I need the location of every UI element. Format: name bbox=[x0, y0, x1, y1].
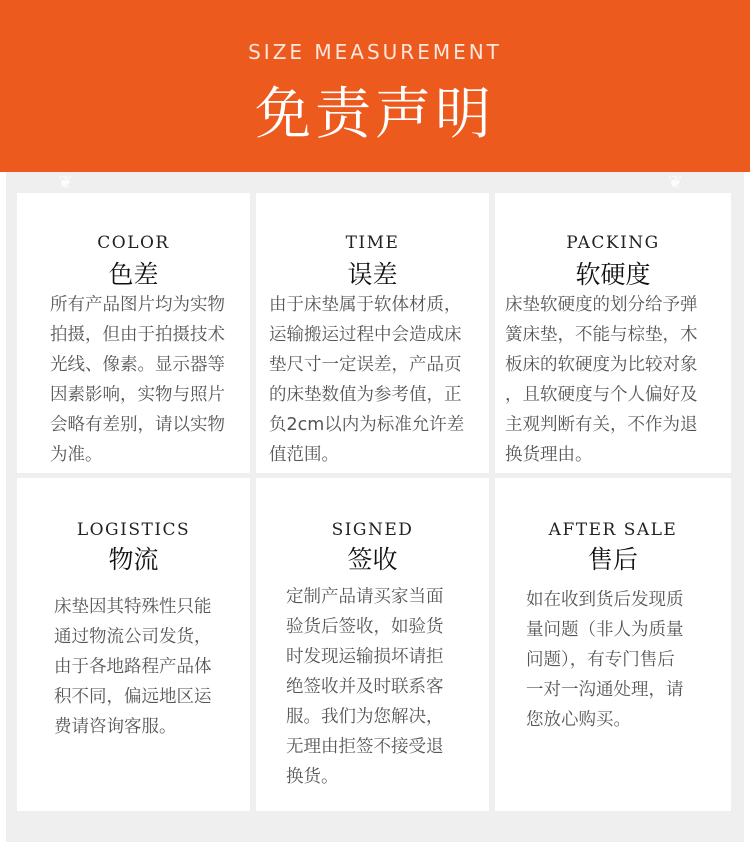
card-body: 床垫软硬度的划分给予弹 簧床垫，不能与棕垫，木 板床的软硬度为比较对象 ，且软硬度与个人偏好及 主观判断有关，不作为退 换货理由。 bbox=[505, 295, 698, 465]
header-subtitle: SIZE MEASUREMENT bbox=[248, 40, 502, 64]
ornament-icon: ❦ bbox=[58, 172, 74, 193]
card-title-en: LOGISTICS bbox=[76, 520, 191, 540]
card-color bbox=[17, 193, 250, 473]
card-title-zh: 软硬度 bbox=[575, 260, 651, 289]
card-title-en: COLOR bbox=[97, 233, 170, 253]
card-body: 所有产品图片均为实物 拍摄，但由于拍摄技术 光线、像素。显示器等 因素影响，实物与照片 会略有差别，请以实物 为准。 bbox=[50, 295, 225, 465]
card-title-zh: 色差 bbox=[108, 260, 159, 289]
page-title: 免责声明 bbox=[255, 82, 495, 147]
card-packing bbox=[495, 193, 731, 473]
card-body: 定制产品请买家当面 验货后签收，如验货 时发现运输损坏请拒 绝签收并及时联系客 服。我们为您解决， 无理由拒签不接受退 换货。 bbox=[286, 587, 444, 787]
card-title-en: TIME bbox=[345, 233, 400, 253]
card-title-zh: 误差 bbox=[347, 260, 398, 289]
card-title-zh: 签收 bbox=[347, 545, 398, 574]
card-after-sale bbox=[495, 478, 731, 811]
card-body: 由于床垫属于软体材质， 运输搬运过程中会造成床 垫尺寸一定误差，产品页 的床垫数值为参考值，正 负2cm以内为标准允许差 值范围。 bbox=[269, 295, 465, 465]
card-title-en: SIGNED bbox=[331, 520, 414, 540]
card-title-en: PACKING bbox=[566, 233, 660, 253]
header-banner bbox=[0, 0, 750, 172]
card-title-zh: 物流 bbox=[108, 545, 159, 574]
card-title-zh: 售后 bbox=[587, 545, 638, 574]
ornament-icon: ❦ bbox=[668, 172, 684, 193]
card-logistics bbox=[17, 478, 250, 811]
card-title-en: AFTER SALE bbox=[548, 520, 678, 540]
card-body: 如在收到货后发现质 量问题（非人为质量 问题），有专门售后 一对一沟通处理，请 您放心购买。 bbox=[526, 590, 684, 730]
card-body: 床垫因其特殊性只能 通过物流公司发货， 由于各地路程产品体 积不同，偏远地区运 费请咨询客服。 bbox=[54, 597, 212, 737]
card-signed bbox=[256, 478, 489, 811]
card-time bbox=[256, 193, 489, 473]
